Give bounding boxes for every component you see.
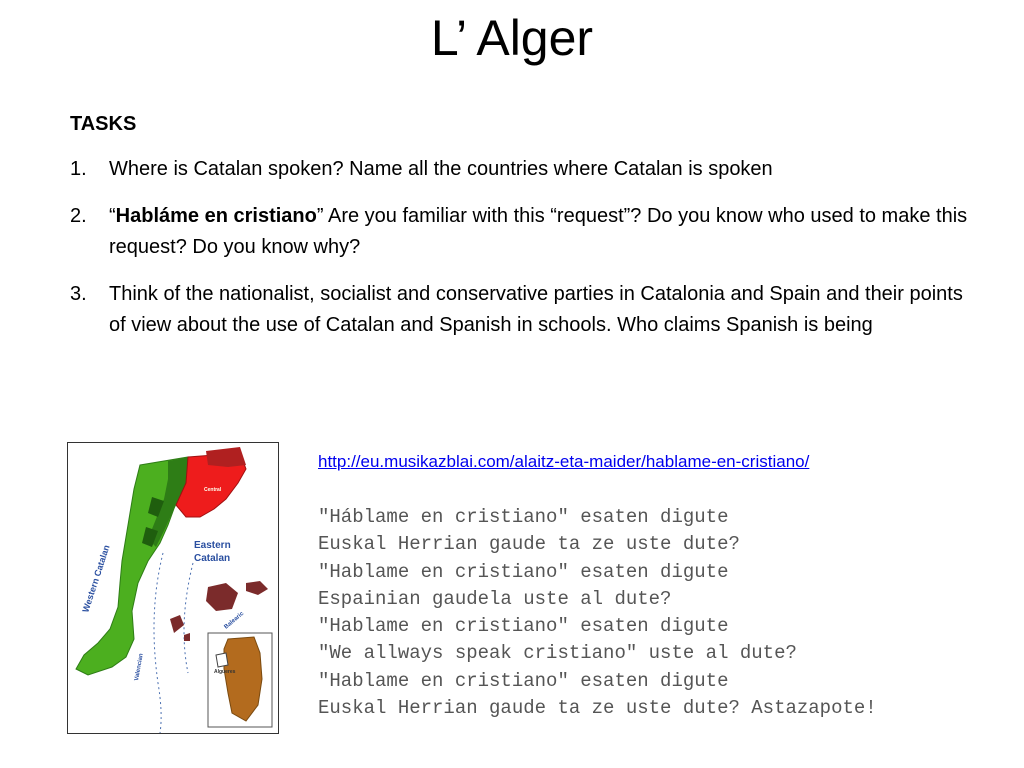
lyric-line: "Hablame en cristiano" esaten digute bbox=[318, 615, 729, 638]
song-lyrics bbox=[318, 504, 877, 722]
lyric-line: "Háblame en cristiano" esaten digute bbox=[318, 506, 729, 528]
tasks-heading: TASKS bbox=[70, 113, 137, 135]
task-number: 2. bbox=[70, 205, 87, 227]
map-image bbox=[68, 443, 278, 733]
task-text-rest: ” Are you familiar with this “request”? Do you know who used to make this request? Do you know why? bbox=[109, 205, 968, 258]
task-text: Where is Catalan spoken? Name all the countries where Catalan is spoken bbox=[109, 158, 773, 180]
lyric-line: "Hablame en cristiano" esaten digute bbox=[318, 560, 729, 583]
label-valencian: Valencian bbox=[134, 653, 145, 682]
task-text: Think of the nationalist, socialist and conservative parties in Catalonia and Spain and their points of view about the use of Catalan and Spanish in schools. Who claims Spanish is being bbox=[109, 283, 963, 336]
label-catalan: Catalan bbox=[194, 553, 231, 564]
task-item-3 bbox=[70, 279, 970, 341]
task-item-2 bbox=[70, 201, 970, 263]
task-number: 3. bbox=[70, 283, 87, 305]
label-eastern: Eastern bbox=[194, 540, 231, 551]
label-western-catalan: Western Catalan bbox=[80, 543, 112, 614]
lyric-line: "We allways speak cristiano" uste al dute? bbox=[318, 642, 797, 665]
task-bold-phrase: Habláme en cristiano bbox=[115, 205, 317, 227]
lyric-line: "Hablame en cristiano" esaten digute bbox=[318, 669, 729, 692]
catalan-dialects-map bbox=[67, 442, 279, 734]
slide-title: L’ Alger bbox=[430, 10, 594, 66]
lyric-line: Euskal Herrian gaude ta ze uste dute? bbox=[318, 533, 740, 556]
label-balearic: Balearic bbox=[223, 610, 246, 631]
task-text bbox=[109, 201, 970, 263]
lyric-line: Euskal Herrian gaude ta ze uste dute? Astazapote! bbox=[318, 697, 877, 720]
label-central: Central bbox=[204, 487, 222, 493]
label-alguerese: Algueres bbox=[214, 669, 236, 675]
task-number: 1. bbox=[70, 158, 87, 180]
task-item-1 bbox=[70, 154, 970, 185]
open-quote: “ bbox=[109, 205, 116, 227]
song-link[interactable]: http://eu.musikazblai.com/alaitz-eta-maider/hablame-en-cristiano/ bbox=[318, 452, 810, 471]
lyric-line: Espainian gaudela uste al dute? bbox=[318, 587, 672, 610]
